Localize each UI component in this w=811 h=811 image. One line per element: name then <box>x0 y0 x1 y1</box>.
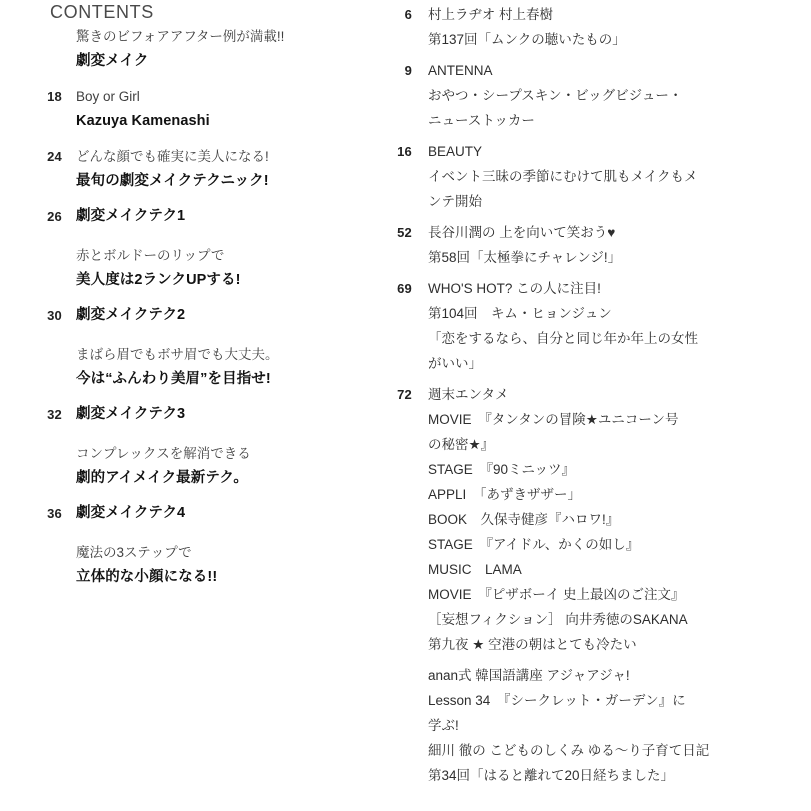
entry-subline: 第104回 キム・ヒョンジュン <box>428 306 612 321</box>
entry-spacer <box>0 194 390 204</box>
entry-page-number: 9 <box>404 63 412 78</box>
entry-subline: まばら眉でもボサ眉でも大丈夫。 <box>76 347 279 362</box>
entry-headline: 美人度は2ランクUPする! <box>76 272 241 288</box>
entry-subline: MOVIE 『タンタンの冒険★ユニコーン号 <box>428 412 679 427</box>
entry-body <box>62 501 390 590</box>
entry-page-number: 24 <box>47 149 62 164</box>
entry-page-number: 32 <box>47 407 62 422</box>
contents-entry[interactable] <box>0 144 390 194</box>
entry-subline: STAGE 『アイドル、かくの如し』 <box>428 537 640 552</box>
entry-subline: 細川 徹の こどものしくみ ゆる〜り子育て日記 <box>428 743 710 758</box>
entry-subline: MOVIE 『ピザボーイ 史上最凶のご注文』 <box>428 587 685 602</box>
sub-block-spacer <box>76 328 390 342</box>
entry-page-number: 30 <box>47 308 62 323</box>
entry-subline: 第九夜 ★ 空港の朝はとても冷たい <box>428 637 637 652</box>
entry-spacer <box>0 392 390 402</box>
entry-subline: MUSIC LAMA <box>428 562 522 577</box>
contents-entry[interactable] <box>0 84 390 134</box>
entry-body <box>62 204 390 293</box>
contents-entry[interactable] <box>0 204 390 293</box>
entry-subline: の秘密★』 <box>428 437 495 452</box>
entry-page-number: 36 <box>47 506 62 521</box>
entry-page-number: 6 <box>404 7 412 22</box>
entry-body <box>62 84 390 134</box>
sub-block-spacer <box>76 526 390 540</box>
entry-headline: 劇的アイメイク最新テク。 <box>76 470 249 486</box>
entry-subline: がいい」 <box>428 356 482 371</box>
entry-subline: Boy or Girl <box>76 89 140 104</box>
entry-subline: ［妄想フィクション］ 向井秀徳のSAKANA <box>428 612 688 627</box>
contents-entry[interactable] <box>390 58 811 133</box>
contents-entry[interactable] <box>390 276 811 376</box>
entry-spacer <box>0 74 390 84</box>
entry-subline: 第137回「ムンクの聴いたもの」 <box>428 32 626 47</box>
entry-subline: ンテ開始 <box>428 194 482 209</box>
entry-page-number: 69 <box>397 281 412 296</box>
entry-body <box>412 382 811 788</box>
entry-headline: 劇変メイク <box>76 53 149 69</box>
entry-subline: Lesson 34 『シークレット・ガーデン』に <box>428 693 686 708</box>
left-entry-list <box>0 24 390 590</box>
contents-entry[interactable] <box>0 303 390 392</box>
right-column <box>390 0 811 788</box>
entry-headline: Kazuya Kamenashi <box>76 113 210 129</box>
entry-subline: 驚きのビフォアアフター例が満載!! <box>76 29 285 44</box>
entry-subline: 学ぶ! <box>428 718 459 733</box>
entry-subline: WHO'S HOT? この人に注目! <box>428 281 601 296</box>
entry-subline: BEAUTY <box>428 144 483 159</box>
page-title: CONTENTS <box>50 2 154 22</box>
entry-subline: 「恋をするなら、自分と同じ年か年上の女性 <box>428 331 698 346</box>
entry-subline: 村上ラヂオ 村上春樹 <box>428 7 553 22</box>
entry-subline: 赤とボルドーのリップで <box>76 248 225 263</box>
right-entry-list <box>390 2 811 788</box>
entry-subline: 長谷川潤の 上を向いて笑おう♥ <box>428 225 616 240</box>
entry-body <box>412 58 811 133</box>
contents-entry[interactable] <box>0 402 390 491</box>
contents-entry[interactable] <box>390 2 811 52</box>
contents-entry[interactable] <box>0 501 390 590</box>
entry-subline: コンプレックスを解消できる <box>76 446 251 461</box>
contents-entry[interactable] <box>0 24 390 74</box>
entry-page-number: 18 <box>47 89 62 104</box>
entry-body <box>62 144 390 194</box>
entry-headline: 劇変メイクテク2 <box>76 307 186 323</box>
entry-subline: APPLI 「あずきザザー」 <box>428 487 582 502</box>
entry-headline: 劇変メイクテク4 <box>76 505 186 521</box>
entry-body <box>412 139 811 214</box>
sub-block-spacer <box>76 229 390 243</box>
entry-headline: 今は“ふんわり美眉”を目指せ! <box>76 371 271 387</box>
entry-headline: 劇変メイクテク1 <box>76 208 186 224</box>
entry-body <box>412 2 811 52</box>
contents-entry[interactable] <box>390 220 811 270</box>
entry-body <box>62 24 390 74</box>
entry-subline: おやつ・シープスキン・ビッグビジュー・ <box>428 88 683 103</box>
entry-subline: BOOK 久保寺健彦『ハロワ!』 <box>428 512 620 527</box>
left-column <box>0 0 390 590</box>
entry-body <box>412 220 811 270</box>
entry-page-number: 72 <box>397 387 412 402</box>
entry-body <box>412 276 811 376</box>
entry-subline: 魔法の3ステップで <box>76 545 192 560</box>
entry-subline: ニューストッカー <box>428 113 535 128</box>
entry-subline: 第34回「はると離れて20日経ちました」 <box>428 768 675 783</box>
entry-headline: 立体的な小顔になる!! <box>76 569 218 585</box>
entry-page-number: 52 <box>397 225 412 240</box>
entry-headline: 劇変メイクテク3 <box>76 406 186 422</box>
entry-headline: 最旬の劇変メイクテクニック! <box>76 173 269 189</box>
entry-subline: anan式 韓国語講座 アジャアジャ! <box>428 668 630 683</box>
entry-body <box>62 303 390 392</box>
entry-page-number: 16 <box>397 144 412 159</box>
entry-page-number: 26 <box>47 209 62 224</box>
contents-entry[interactable] <box>390 382 811 788</box>
entry-body <box>62 402 390 491</box>
entry-subline: ANTENNA <box>428 63 493 78</box>
entry-subline: イベント三昧の季節にむけて肌もメイクもメ <box>428 169 698 184</box>
entry-spacer <box>0 293 390 303</box>
entry-spacer <box>0 491 390 501</box>
entry-subline: STAGE 『90ミニッツ』 <box>428 462 575 477</box>
contents-entry[interactable] <box>390 139 811 214</box>
sub-block-spacer <box>76 427 390 441</box>
entry-subline: どんな顔でも確実に美人になる! <box>76 149 269 164</box>
entry-subline: 第58回「太極拳にチャレンジ!」 <box>428 250 622 265</box>
entry-subline: 週末エンタメ <box>428 387 509 402</box>
entry-spacer <box>0 134 390 144</box>
